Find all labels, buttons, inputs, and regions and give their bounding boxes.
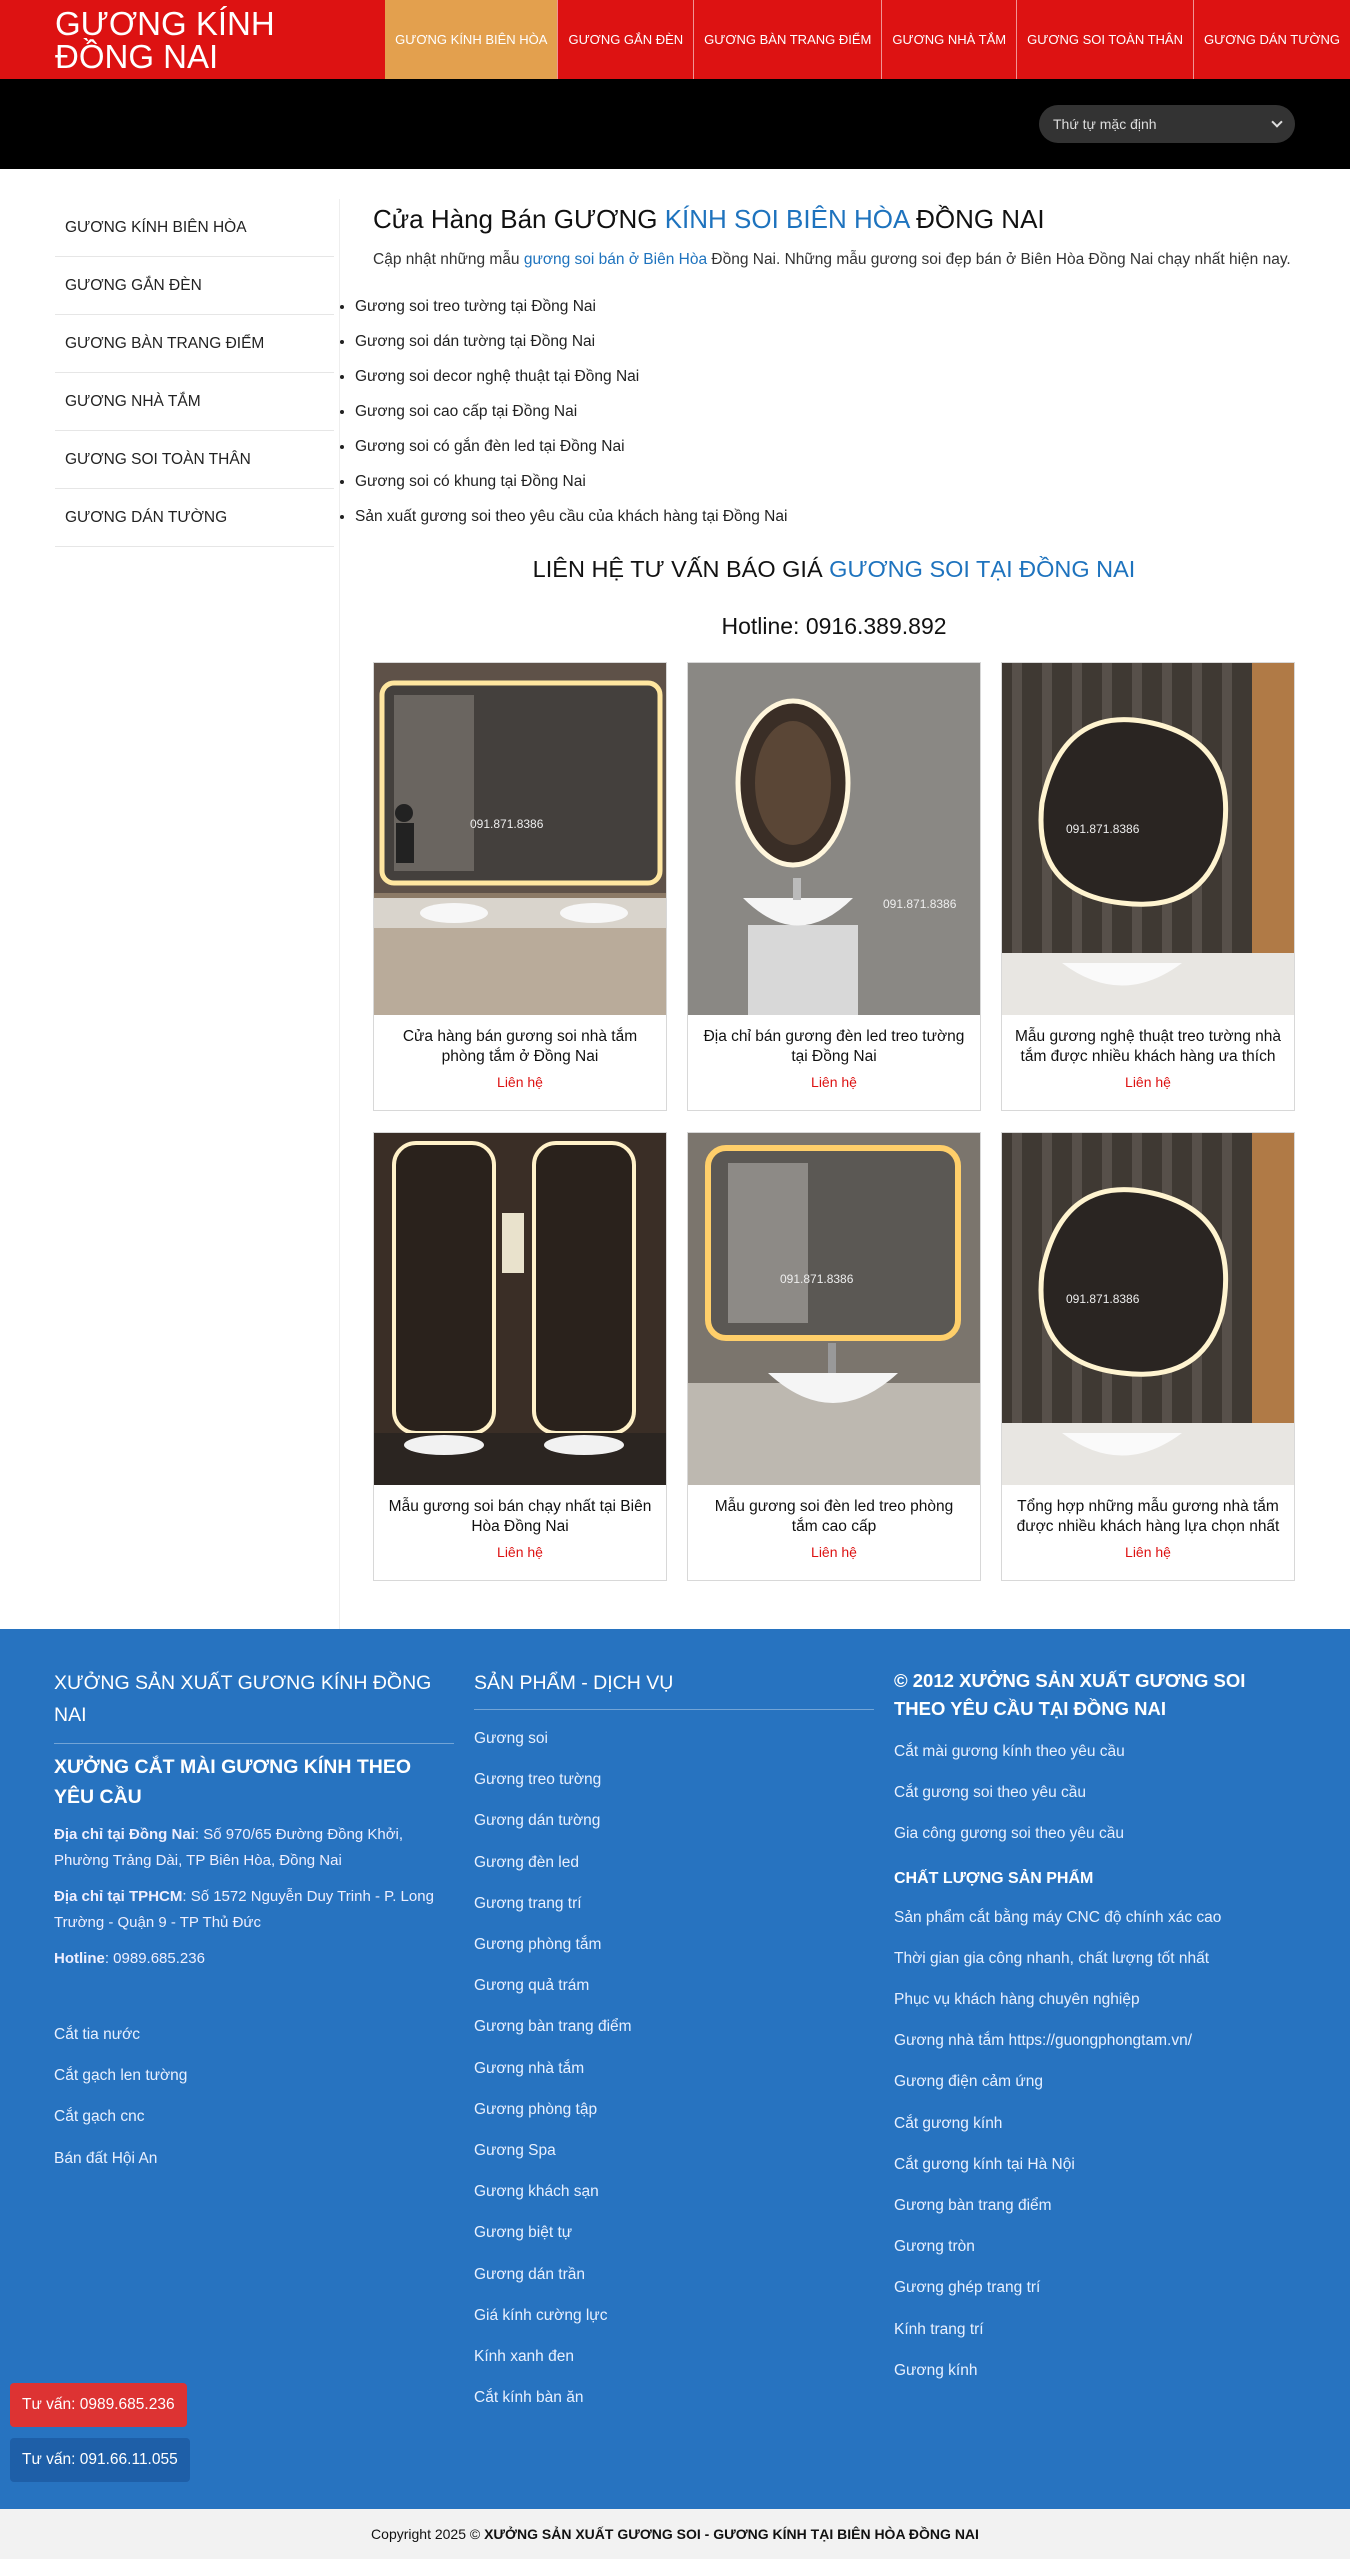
sidebar-item-guong-soi-toan-than[interactable]: GƯƠNG SOI TOÀN THÂN: [55, 431, 334, 489]
address-tphcm: [54, 1884, 454, 1936]
footer-link[interactable]: Gương nhà tắm: [474, 2059, 585, 2077]
footer-link[interactable]: Gương khách sạn: [474, 2183, 599, 2201]
footer-product-links: [474, 1718, 874, 2418]
footer-col-about: [54, 1667, 454, 2179]
footer-link[interactable]: Cắt gạch cnc: [54, 2108, 145, 2126]
site-logo[interactable]: [0, 0, 385, 79]
top-header: [0, 0, 1350, 79]
footer-link[interactable]: Cắt gạch len tường: [54, 2067, 188, 2085]
sidebar-item-guong-dan-tuong[interactable]: GƯƠNG DÁN TƯỜNG: [55, 489, 334, 547]
product-card[interactable]: [687, 662, 981, 1111]
nav-item-guong-dan-tuong[interactable]: GƯƠNG DÁN TƯỜNG: [1193, 0, 1350, 79]
product-price: Liên hệ: [497, 1544, 543, 1560]
footer-link[interactable]: Gương Spa: [474, 2142, 556, 2160]
product-watermark: 091.871.8386: [883, 897, 957, 911]
page-title-highlight: KÍNH SOI BIÊN HÒA: [664, 204, 909, 234]
page-title-start: Cửa Hàng Bán GƯƠNG: [373, 204, 665, 234]
intro-paragraph: [373, 247, 1295, 273]
footer-col-products: [474, 1667, 874, 2418]
list-item: • Gương soi cao cấp tại Đồng Nai: [355, 394, 1295, 429]
footer-title: SẢN PHẨM - DỊCH VỤ: [474, 1672, 674, 1694]
hotline-number: : 0989.685.236: [104, 1950, 205, 1967]
copyright-bar: [0, 2509, 1350, 2559]
footer-link[interactable]: Gương ghép trang trí: [894, 2279, 1041, 2297]
footer-link[interactable]: Gương nhà tắm https://guongphongtam.vn/: [894, 2032, 1193, 2050]
product-title[interactable]: Tổng hợp những mẫu gương nhà tắm được nhiều khách hàng lựa chọn nhất: [1016, 1498, 1280, 1535]
divider: [474, 1709, 874, 1710]
copyright-company: XƯỞNG SẢN XUẤT GƯƠNG SOI - GƯƠNG KÍNH TẠI BIÊN HÒA ĐỒNG NAI: [484, 2526, 979, 2542]
footer-quality-links: [894, 1897, 1294, 2391]
product-card[interactable]: [687, 1132, 981, 1581]
footer-link[interactable]: Sản phẩm cắt bằng máy CNC độ chính xác cao: [894, 1908, 1222, 1926]
page-title: [373, 199, 1295, 239]
sort-select-value: Thứ tự mặc định: [1053, 116, 1157, 132]
address-text: : Số 1572 Nguyễn Duy Trinh - P. Long Trường - Quận 9 - TP Thủ Đức: [54, 1888, 434, 1931]
address-label: Địa chỉ tại Đồng Nai: [54, 1826, 195, 1843]
category-sidebar: [55, 199, 340, 1630]
footer-link[interactable]: Gương phòng tập: [474, 2100, 598, 2118]
list-item: • Gương soi có gắn đèn led tại Đồng Nai: [355, 429, 1295, 464]
sidebar-item-guong-kinh-bien-hoa[interactable]: GƯƠNG KÍNH BIÊN HÒA: [55, 199, 334, 257]
footer-link[interactable]: Kính xanh đen: [474, 2348, 574, 2366]
footer-link[interactable]: Cắt mài gương kính theo yêu cầu: [894, 1743, 1125, 1760]
product-title[interactable]: Địa chỉ bán gương đèn led treo tường tại Đồng Nai: [703, 1028, 965, 1065]
product-price: Liên hệ: [811, 1544, 857, 1560]
footer-link[interactable]: Gương quả trám: [474, 1977, 590, 1995]
list-item: • Gương soi có khung tại Đồng Nai: [355, 464, 1295, 499]
list-item: • Gương soi treo tường tại Đồng Nai: [355, 289, 1295, 324]
sort-bar: [0, 79, 1350, 169]
footer-link[interactable]: Cắt gương kính tại Hà Nội: [894, 2155, 1075, 2173]
product-image[interactable]: [374, 1133, 666, 1485]
content: [355, 199, 1295, 1630]
divider: [54, 1743, 454, 1744]
footer-link[interactable]: Gương dán tường: [474, 1812, 601, 1830]
copyright-text: Copyright 2025 ©: [371, 2526, 485, 2542]
footer-link[interactable]: Gương soi: [474, 1730, 548, 1747]
footer-link[interactable]: Gương tròn: [894, 2238, 975, 2256]
footer-link[interactable]: Gương biệt tự: [474, 2224, 573, 2242]
nav-item-guong-gan-den[interactable]: GƯƠNG GẮN ĐÈN: [557, 0, 693, 79]
footer-title: XƯỞNG SẢN XUẤT GƯƠNG KÍNH ĐỒNG NAI: [54, 1672, 432, 1726]
footer-link[interactable]: Gương phòng tắm: [474, 1936, 602, 1954]
product-title[interactable]: Cửa hàng bán gương soi nhà tắm phòng tắm ở Đồng Nai: [402, 1028, 638, 1065]
product-watermark: 091.871.8386: [470, 817, 544, 831]
footer-link[interactable]: Cắt gương kính: [894, 2114, 1003, 2132]
footer-link[interactable]: Phục vụ khách hàng chuyên nghiệp: [894, 1991, 1140, 2009]
hotline-label: Hotline: [54, 1950, 105, 1967]
product-watermark: 091.871.8386: [1066, 822, 1140, 836]
footer-link[interactable]: Cắt tia nước: [54, 2026, 141, 2043]
intro-start: Cập nhật những mẫu: [373, 251, 524, 268]
footer-col-services: [894, 1667, 1294, 2391]
page-title-end: ĐỒNG NAI: [908, 204, 1045, 234]
product-price: Liên hệ: [1125, 1544, 1171, 1560]
site-footer: [0, 1629, 1350, 2509]
product-card[interactable]: [1001, 1132, 1295, 1581]
nav-item-guong-ban-trang-diem[interactable]: GƯƠNG BÀN TRANG ĐIỂM: [693, 0, 881, 79]
list-item: • Gương soi decor nghệ thuật tại Đồng Nai: [355, 359, 1295, 394]
product-card[interactable]: [1001, 662, 1295, 1111]
hotline-heading: Hotline: 0916.389.892: [721, 613, 947, 639]
product-image[interactable]: [1002, 663, 1294, 1015]
product-title[interactable]: Mẫu gương soi bán chạy nhất tại Biên Hòa Đồng Nai: [388, 1498, 652, 1535]
feature-list: [355, 289, 1295, 534]
footer-link[interactable]: Gương đèn led: [474, 1853, 579, 1871]
product-image[interactable]: [374, 663, 666, 1015]
nav-item-guong-nha-tam[interactable]: GƯƠNG NHÀ TẮM: [881, 0, 1016, 79]
footer-links-extra: [54, 2014, 454, 2179]
product-watermark: 091.871.8386: [780, 1272, 854, 1286]
sidebar-item-guong-gan-den[interactable]: GƯƠNG GẮN ĐÈN: [55, 257, 334, 315]
product-card[interactable]: [373, 1132, 667, 1581]
footer-link[interactable]: Bán đất Hội An: [54, 2149, 158, 2167]
footer-link[interactable]: Gương treo tường: [474, 1771, 602, 1789]
chevron-down-icon: [1271, 116, 1282, 127]
product-title[interactable]: Mẫu gương soi đèn led treo phòng tắm cao cấp: [714, 1498, 954, 1535]
cta-highlight: GƯƠNG SOI TẠI ĐỒNG NAI: [829, 556, 1136, 582]
footer-link[interactable]: Gương kính: [894, 2361, 978, 2379]
list-item: • Sản xuất gương soi theo yêu cầu của khách hàng tại Đồng Nai: [355, 499, 1295, 534]
footer-link[interactable]: Gương trang trí: [474, 1894, 582, 1912]
product-title[interactable]: Mẫu gương nghệ thuật treo tường nhà tắm được nhiều khách hàng ưa thích: [1014, 1028, 1281, 1065]
product-price: Liên hệ: [1125, 1074, 1171, 1090]
address-text: : Số 970/65 Đường Đồng Khởi, Phường Trảng Dài, TP Biên Hòa, Đồng Nai: [54, 1826, 404, 1869]
sidebar-item-guong-ban-trang-diem[interactable]: GƯƠNG BÀN TRANG ĐIỂM: [55, 315, 334, 373]
call-button-secondary[interactable]: Tư vấn: 091.66.11.055: [10, 2438, 190, 2482]
footer-link[interactable]: Gương bàn trang điểm: [894, 2197, 1052, 2215]
footer-link[interactable]: Thời gian gia công nhanh, chất lượng tốt nhất: [894, 1949, 1210, 1967]
footer-title: © 2012 XƯỞNG SẢN XUẤT GƯƠNG SOI THEO YÊU CẦU TẠI ĐỒNG NAI: [894, 1670, 1246, 1719]
product-image[interactable]: [688, 663, 980, 1015]
footer-link[interactable]: Giá kính cường lực: [474, 2306, 608, 2324]
product-image[interactable]: [1002, 1133, 1294, 1485]
product-image[interactable]: [688, 1133, 980, 1485]
main-nav: [385, 0, 1350, 79]
footer-link[interactable]: Gương điện cảm ứng: [894, 2073, 1043, 2091]
list-item: • Gương soi dán tường tại Đồng Nai: [355, 324, 1295, 359]
footer-link[interactable]: Gương bàn trang điểm: [474, 2018, 632, 2036]
logo-line-1: GƯƠNG KÍNH: [55, 5, 275, 42]
footer-link[interactable]: Cắt gương soi theo yêu cầu: [894, 1784, 1087, 1802]
product-card[interactable]: [373, 662, 667, 1111]
intro-end: Đồng Nai. Những mẫu gương soi đẹp bán ở Biên Hòa Đồng Nai chạy nhất hiện nay.: [707, 251, 1291, 268]
footer-link[interactable]: Kính trang trí: [894, 2320, 984, 2338]
main-area: [0, 169, 1350, 1630]
address-label: Địa chỉ tại TPHCM: [54, 1888, 183, 1905]
footer-subtitle: CHẤT LƯỢNG SẢN PHẨM: [894, 1869, 1094, 1887]
product-grid: [373, 662, 1295, 1581]
footer-subtitle: XƯỞNG CẮT MÀI GƯƠNG KÍNH THEO YÊU CẦU: [54, 1756, 412, 1808]
cta-start: LIÊN HỆ TƯ VẤN BÁO GIÁ: [532, 556, 830, 582]
footer-link[interactable]: Gia công gương soi theo yêu cầu: [894, 1825, 1124, 1843]
footer-hotline: [54, 1946, 454, 1972]
footer-service-links: [894, 1731, 1294, 1855]
product-watermark: 091.871.8386: [1066, 1292, 1140, 1306]
intro-link[interactable]: gương soi bán ở Biên Hòa: [523, 251, 708, 268]
product-price: Liên hệ: [811, 1074, 857, 1090]
nav-item-guong-soi-toan-than[interactable]: GƯƠNG SOI TOÀN THÂN: [1016, 0, 1193, 79]
address-dong-nai: [54, 1822, 454, 1874]
cta-heading: [373, 556, 1295, 583]
footer-link[interactable]: Gương dán trần: [474, 2265, 586, 2283]
sidebar-item-guong-nha-tam[interactable]: GƯƠNG NHÀ TẮM: [55, 373, 334, 431]
call-button-primary[interactable]: Tư vấn: 0989.685.236: [10, 2383, 187, 2427]
product-price: Liên hệ: [497, 1074, 543, 1090]
logo-line-2: ĐỒNG NAI: [55, 38, 219, 75]
footer-link[interactable]: Cắt kính bàn ăn: [474, 2389, 584, 2407]
sort-select[interactable]: [1039, 105, 1295, 143]
nav-item-guong-kinh-bien-hoa[interactable]: GƯƠNG KÍNH BIÊN HÒA: [385, 0, 557, 79]
